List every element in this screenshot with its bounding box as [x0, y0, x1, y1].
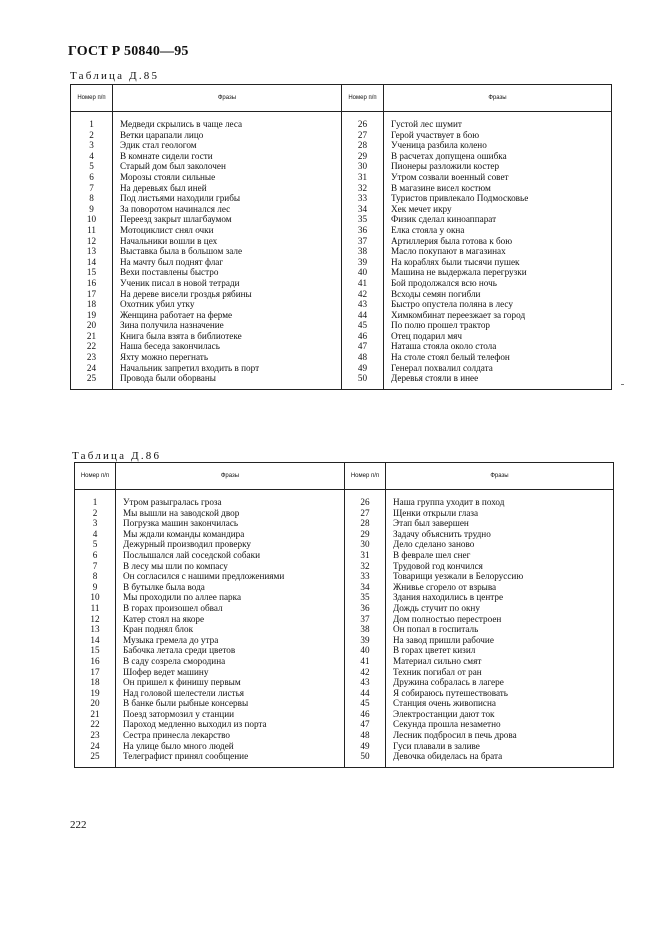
- phrase: Он согласился с нашими предложениями: [116, 571, 345, 582]
- table-row: [75, 645, 614, 656]
- row-number: 2: [75, 508, 116, 519]
- table-row: [75, 709, 614, 720]
- phrase: Начальники вошли в цех: [113, 236, 342, 247]
- row-number: 40: [345, 645, 386, 656]
- table-bottom-row: [75, 762, 614, 768]
- row-number: 39: [345, 635, 386, 646]
- spacer-cell: [345, 490, 386, 498]
- table-row: [75, 508, 614, 519]
- phrase: Морозы стояли сильные: [113, 172, 342, 183]
- row-number: 37: [345, 614, 386, 625]
- phrase: Пароход медленно выходил из порта: [116, 719, 345, 730]
- phrase: По полю прошел трактор: [391, 320, 491, 331]
- row-number: 39: [342, 257, 384, 268]
- table-row: [71, 183, 612, 194]
- table-row: [71, 246, 612, 257]
- phrase: Женщина работает на ферме: [113, 310, 342, 321]
- phrase: Товарищи уезжали в Белоруссию: [393, 571, 524, 582]
- row-number: 3: [71, 140, 113, 151]
- phrase: Трудовой год кончился: [393, 560, 483, 571]
- row-number: 2: [71, 130, 113, 141]
- row-number: 46: [345, 709, 386, 720]
- table-row: [71, 119, 612, 130]
- phrase: Дом полностью перестроен: [393, 613, 502, 624]
- phrase: За поворотом начинался лес: [113, 204, 342, 215]
- phrase: Мотоциклист снял очки: [113, 225, 342, 236]
- row-number: 7: [71, 183, 113, 194]
- table-row: [75, 741, 614, 752]
- row-number: 23: [75, 730, 116, 741]
- row-number: 36: [342, 225, 384, 236]
- table-d85-caption: Таблица Д.85: [70, 70, 160, 82]
- phrase: Елка стояла у окна: [391, 224, 465, 235]
- row-number: 17: [75, 667, 116, 678]
- table-row: [71, 373, 612, 384]
- spacer-cell: [75, 762, 116, 768]
- row-number: 25: [75, 751, 116, 762]
- row-number: 43: [342, 299, 384, 310]
- phrase: Туристов привлекало Подмосковье: [391, 193, 529, 204]
- column-header-phrases: Фразы: [384, 85, 612, 112]
- row-number: 42: [345, 667, 386, 678]
- phrase: Техник погибал от ран: [393, 666, 482, 677]
- phrase: Пионеры разложили костер: [391, 161, 500, 172]
- phrase: В горах цветет кизил: [393, 645, 476, 656]
- row-number: 1: [71, 119, 113, 130]
- row-number: 26: [342, 119, 384, 130]
- table-row: [75, 730, 614, 741]
- table-row: [71, 257, 612, 268]
- phrase: Под листьями находили грибы: [113, 193, 342, 204]
- table-row: [71, 352, 612, 363]
- row-number: 38: [342, 246, 384, 257]
- row-number: 48: [345, 730, 386, 741]
- table-row: [71, 320, 612, 331]
- row-number: 19: [75, 688, 116, 699]
- phrase: На деревьях был иней: [113, 183, 342, 194]
- phrase: В горах произошел обвал: [116, 603, 345, 614]
- column-header-number: Номер п/п: [342, 85, 384, 112]
- phrase: Бабочка летала среди цветов: [116, 645, 345, 656]
- phrase: Утром созвали военный совет: [391, 171, 509, 182]
- column-header-phrases: Фразы: [116, 463, 345, 490]
- phrase: В расчетах допущена ошибка: [391, 150, 507, 161]
- phrase: Послышался лай соседской собаки: [116, 550, 345, 561]
- row-number: 20: [75, 698, 116, 709]
- phrase: Начальник запретил входить в порт: [113, 363, 342, 374]
- row-number: 42: [342, 289, 384, 300]
- row-number: 10: [71, 214, 113, 225]
- table-row: [71, 225, 612, 236]
- table-d86-caption: Таблица Д.86: [72, 450, 162, 462]
- phrase: Жнивье сгорело от взрыва: [393, 581, 497, 592]
- table-row: [75, 582, 614, 593]
- table-row: [71, 299, 612, 310]
- spacer-cell: [386, 490, 614, 498]
- row-number: 11: [75, 603, 116, 614]
- phrase: Густой лес шумит: [391, 119, 462, 129]
- row-number: 49: [342, 363, 384, 374]
- row-number: 34: [345, 582, 386, 593]
- row-number: 1: [75, 497, 116, 508]
- phrase: Машина не выдержала перегрузки: [391, 267, 527, 278]
- phrase: Бой продолжался всю ночь: [391, 277, 497, 288]
- table-row: [75, 719, 614, 730]
- phrase: Выставка была в большом зале: [113, 246, 342, 257]
- phrase: Переезд закрыт шлагбаумом: [113, 214, 342, 225]
- table-row: [75, 656, 614, 667]
- phrase: Провода были оборваны: [113, 373, 342, 384]
- spacer-cell: [342, 112, 384, 120]
- table-spacer-row: [71, 112, 612, 120]
- phrase: Этап был завершен: [393, 518, 469, 529]
- table-row: [71, 310, 612, 321]
- table-bottom-row: [71, 384, 612, 390]
- row-number: 46: [342, 331, 384, 342]
- table-row: [71, 151, 612, 162]
- phrase: Всходы семян погибли: [391, 288, 481, 299]
- table-row: [75, 614, 614, 625]
- table-row: [75, 571, 614, 582]
- table-row: [71, 236, 612, 247]
- phrase: Дежурный производил проверку: [116, 539, 345, 550]
- phrase: Герой участвует в бою: [391, 129, 480, 140]
- row-number: 40: [342, 267, 384, 278]
- row-number: 16: [71, 278, 113, 289]
- row-number: 44: [345, 688, 386, 699]
- row-number: 14: [71, 257, 113, 268]
- row-number: 22: [71, 341, 113, 352]
- phrase: Охотник убил утку: [113, 299, 342, 310]
- phrase: Физик сделал киноаппарат: [391, 214, 497, 225]
- table-row: [75, 667, 614, 678]
- phrase: В магазине висел костюм: [391, 182, 491, 193]
- table-row: [71, 214, 612, 225]
- row-number: 28: [342, 140, 384, 151]
- row-number: 45: [342, 320, 384, 331]
- row-number: 29: [342, 151, 384, 162]
- table-row: [71, 267, 612, 278]
- phrase: Мы проходили по аллее парка: [116, 592, 345, 603]
- row-number: 30: [345, 539, 386, 550]
- phrase: Погрузка машин закончилась: [116, 518, 345, 529]
- spacer-cell: [71, 112, 113, 120]
- phrase: Щенки открыли глаза: [393, 507, 479, 518]
- row-number: 26: [345, 497, 386, 508]
- phrase: Кран поднял блок: [116, 624, 345, 635]
- row-number: 48: [342, 352, 384, 363]
- row-number: 30: [342, 161, 384, 172]
- phrase: Быстро опустела поляна в лесу: [391, 299, 513, 310]
- spacer-cell: [345, 762, 386, 768]
- phrase: В банке были рыбные консервы: [116, 698, 345, 709]
- table-header-row: [71, 85, 612, 112]
- row-number: 12: [75, 614, 116, 625]
- phrase: Здания находились в центре: [393, 592, 504, 603]
- row-number: 27: [345, 508, 386, 519]
- row-number: 24: [71, 363, 113, 374]
- phrase: В лесу мы шли по компасу: [116, 561, 345, 572]
- row-number: 15: [71, 267, 113, 278]
- row-number: 44: [342, 310, 384, 321]
- row-number: 27: [342, 130, 384, 141]
- phrase: На столе стоял белый телефон: [391, 352, 510, 363]
- phrase: Эдик стал геологом: [113, 140, 342, 151]
- phrase: Наша беседа закончилась: [113, 341, 342, 352]
- phrase: На мачту был поднят флаг: [113, 257, 342, 268]
- row-number: 10: [75, 592, 116, 603]
- table-d85: [70, 84, 612, 390]
- phrase: Поезд затормозил у станции: [116, 709, 345, 720]
- phrase: Яхту можно перегнать: [113, 352, 342, 363]
- row-number: 23: [71, 352, 113, 363]
- row-number: 5: [75, 539, 116, 550]
- column-header-phrases: Фразы: [113, 85, 342, 112]
- phrase: Утром разыгралась гроза: [116, 497, 345, 508]
- phrase: Материал сильно смят: [393, 655, 482, 666]
- row-number: 24: [75, 741, 116, 752]
- row-number: 33: [342, 193, 384, 204]
- phrase: В бутылке была вода: [116, 582, 345, 593]
- table-row: [71, 278, 612, 289]
- row-number: 18: [71, 299, 113, 310]
- phrase: В феврале шел снег: [393, 549, 471, 560]
- phrase: Наташа стояла около стола: [391, 341, 497, 352]
- row-number: 41: [342, 278, 384, 289]
- row-number: 9: [71, 204, 113, 215]
- table-row: [71, 289, 612, 300]
- phrase: Дружина собралась в лагере: [393, 677, 504, 688]
- row-number: 12: [71, 236, 113, 247]
- table-header-row: [75, 463, 614, 490]
- phrase: Генерал похвалил солдата: [391, 362, 493, 373]
- table-row: [71, 204, 612, 215]
- row-number: 19: [71, 310, 113, 321]
- phrase: Лесник подбросил в печь дрова: [393, 730, 517, 741]
- table-body: [71, 112, 612, 390]
- table-row: [71, 341, 612, 352]
- row-number: 47: [342, 341, 384, 352]
- phrase: Дождь стучит по окну: [393, 602, 480, 613]
- row-number: 4: [75, 529, 116, 540]
- spacer-cell: [71, 384, 113, 390]
- row-number: 32: [345, 561, 386, 572]
- table-row: [75, 624, 614, 635]
- row-number: 35: [342, 214, 384, 225]
- phrase: Станция очень живописна: [393, 698, 496, 709]
- spacer-cell: [384, 112, 612, 120]
- phrase: На завод пришли рабочие: [393, 634, 494, 645]
- table-spacer-row: [75, 490, 614, 498]
- row-number: 43: [345, 677, 386, 688]
- row-number: 17: [71, 289, 113, 300]
- phrase: Отец подарил мяч: [391, 330, 462, 341]
- table-body: [75, 490, 614, 768]
- phrase: На улице было много людей: [116, 741, 345, 752]
- table-d86: [74, 462, 614, 768]
- phrase: Деревья стояли в инее: [391, 373, 479, 384]
- row-number: 15: [75, 645, 116, 656]
- row-number: 31: [345, 550, 386, 561]
- row-number: 8: [75, 571, 116, 582]
- phrase: На дереве висели гроздья рябины: [113, 289, 342, 300]
- spacer-cell: [75, 490, 116, 498]
- row-number: 6: [71, 172, 113, 183]
- phrase: Книга была взята в библиотеке: [113, 331, 342, 342]
- document-title: ГОСТ Р 50840—95: [68, 44, 189, 59]
- table-row: [71, 161, 612, 172]
- row-number: 35: [345, 592, 386, 603]
- table-row: [75, 550, 614, 561]
- phrase: Масло покупают в магазинах: [391, 246, 506, 257]
- table-row: [71, 193, 612, 204]
- row-number: 47: [345, 719, 386, 730]
- row-number: 7: [75, 561, 116, 572]
- column-header-number: Номер п/п: [345, 463, 386, 490]
- phrase: Наша группа уходит в поход: [393, 497, 505, 507]
- phrase: Девочка обиделась на брата: [393, 751, 503, 762]
- phrase: Дело сделано заново: [393, 539, 475, 550]
- row-number: 31: [342, 172, 384, 183]
- phrase: Музыка гремела до утра: [116, 635, 345, 646]
- phrase: Шофер ведет машину: [116, 667, 345, 678]
- row-number: 45: [345, 698, 386, 709]
- table-row: [75, 635, 614, 646]
- spacer-cell: [113, 384, 342, 390]
- table-row: [75, 518, 614, 529]
- row-number: 36: [345, 603, 386, 614]
- phrase: Ученица разбила колено: [391, 140, 487, 151]
- spacer-cell: [116, 490, 345, 498]
- table-row: [75, 677, 614, 688]
- row-number: 5: [71, 161, 113, 172]
- row-number: 9: [75, 582, 116, 593]
- phrase: Старый дом был заколочен: [113, 161, 342, 172]
- phrase: На кораблях были тысячи пушек: [391, 256, 520, 267]
- row-number: 34: [342, 204, 384, 215]
- row-number: 49: [345, 741, 386, 752]
- row-number: 18: [75, 677, 116, 688]
- row-number: 8: [71, 193, 113, 204]
- phrase: Артиллерия была готова к бою: [391, 235, 513, 246]
- table-row: [71, 130, 612, 141]
- row-number: 3: [75, 518, 116, 529]
- phrase: Медведи скрылись в чаще леса: [113, 119, 342, 130]
- table-row: [75, 529, 614, 540]
- column-header-number: Номер п/п: [75, 463, 116, 490]
- table-row: [71, 140, 612, 151]
- table-row: [75, 688, 614, 699]
- phrase: Гуси плавали в заливе: [393, 740, 480, 751]
- phrase: Задачу объяснить трудно: [393, 528, 491, 539]
- row-number: 32: [342, 183, 384, 194]
- phrase: Катер стоял на якоре: [116, 614, 345, 625]
- row-number: 11: [71, 225, 113, 236]
- phrase: Мы вышли на заводской двор: [116, 508, 345, 519]
- phrase: Он попал в госпиталь: [393, 624, 479, 635]
- row-number: 25: [71, 373, 113, 384]
- table-row: [75, 539, 614, 550]
- phrase: Он пришел к финишу первым: [116, 677, 345, 688]
- spacer-cell: [384, 384, 612, 390]
- phrase: Ветки царапали лицо: [113, 130, 342, 141]
- row-number: 50: [345, 751, 386, 762]
- table-row: [75, 592, 614, 603]
- row-number: 29: [345, 529, 386, 540]
- phrase: Вехи поставлены быстро: [113, 267, 342, 278]
- scan-speck: [621, 384, 624, 385]
- row-number: 6: [75, 550, 116, 561]
- phrase: Телеграфист принял сообщение: [116, 751, 345, 762]
- phrase: Ученик писал в новой тетради: [113, 278, 342, 289]
- phrase: Мы ждали команды командира: [116, 529, 345, 540]
- row-number: 21: [75, 709, 116, 720]
- row-number: 37: [342, 236, 384, 247]
- spacer-cell: [113, 112, 342, 120]
- table-row: [71, 331, 612, 342]
- phrase: Я собираюсь путешествовать: [393, 687, 508, 698]
- row-number: 22: [75, 719, 116, 730]
- table-row: [71, 172, 612, 183]
- phrase: Над головой шелестели листья: [116, 688, 345, 699]
- spacer-cell: [342, 384, 384, 390]
- table-row: [75, 698, 614, 709]
- spacer-cell: [386, 762, 614, 768]
- table-row: [75, 561, 614, 572]
- phrase: Электростанции дают ток: [393, 708, 495, 719]
- row-number: 14: [75, 635, 116, 646]
- row-number: 20: [71, 320, 113, 331]
- column-header-phrases: Фразы: [386, 463, 614, 490]
- phrase: В саду созрела смородина: [116, 656, 345, 667]
- row-number: 21: [71, 331, 113, 342]
- row-number: 33: [345, 571, 386, 582]
- row-number: 13: [71, 246, 113, 257]
- page-number: 222: [70, 819, 87, 831]
- row-number: 38: [345, 624, 386, 635]
- spacer-cell: [116, 762, 345, 768]
- table-row: [75, 497, 614, 508]
- phrase: В комнате сидели гости: [113, 151, 342, 162]
- phrase: Секунда прошла незаметно: [393, 719, 501, 730]
- row-number: 41: [345, 656, 386, 667]
- table-row: [75, 603, 614, 614]
- phrase: Сестра принесла лекарство: [116, 730, 345, 741]
- phrase: Зина получила назначение: [113, 320, 342, 331]
- table-row: [71, 363, 612, 374]
- row-number: 28: [345, 518, 386, 529]
- row-number: 4: [71, 151, 113, 162]
- row-number: 16: [75, 656, 116, 667]
- table-row: [75, 751, 614, 762]
- phrase: Хек мечет икру: [391, 203, 452, 214]
- row-number: 50: [342, 373, 384, 384]
- phrase: Химкомбинат переезжает за город: [391, 309, 526, 320]
- column-header-number: Номер п/п: [71, 85, 113, 112]
- row-number: 13: [75, 624, 116, 635]
